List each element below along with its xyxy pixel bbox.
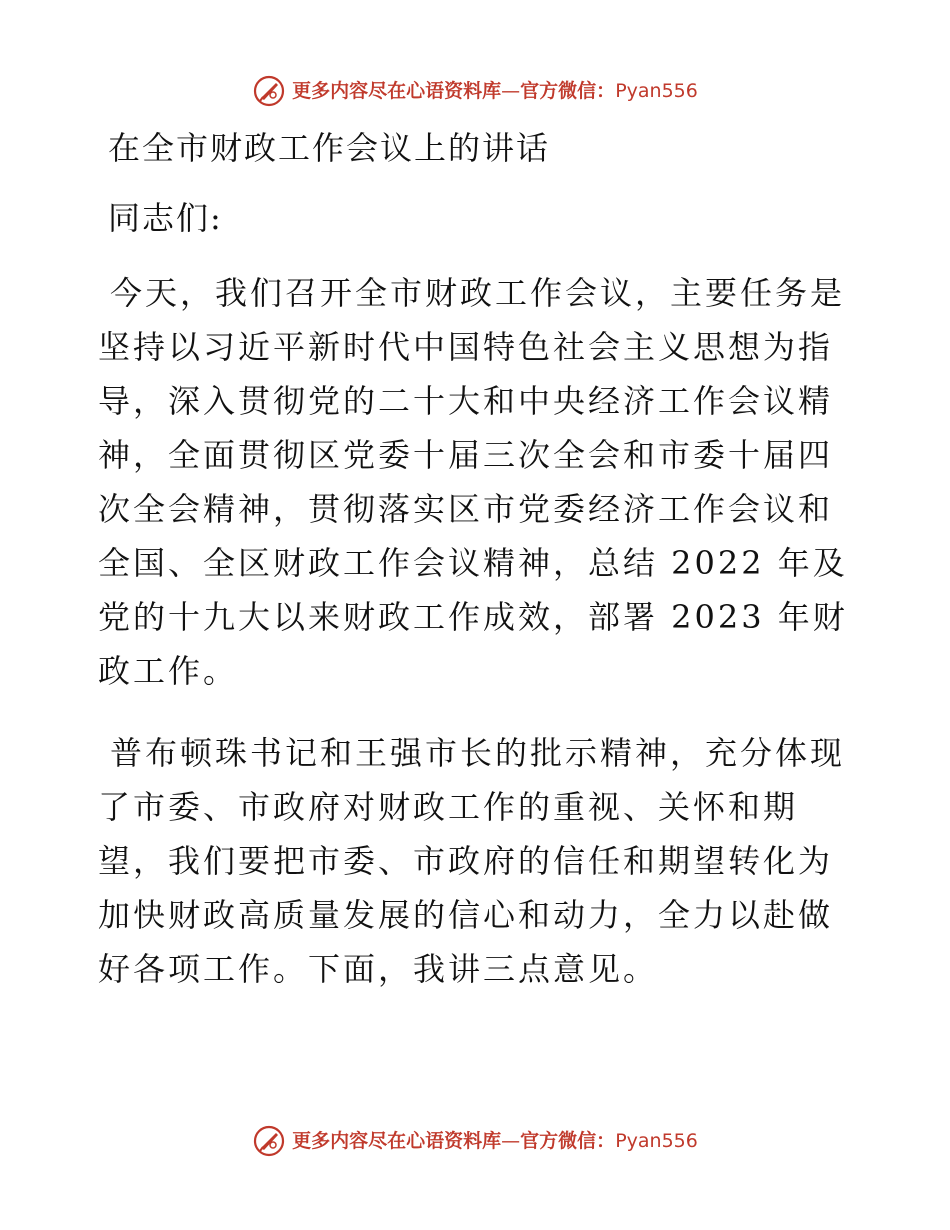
watermark-text bbox=[292, 79, 698, 102]
paragraph: 普布顿珠书记和王强市长的批示精神，充分体现了市委、市政府对财政工作的重视、关怀和期望，我们要把市委、市政府的信任和期望转化为加快财政高质量发展的信心和动力，全力以赴做好各项工作。下面，我讲三点意见。 bbox=[98, 734, 846, 988]
watermark-main: 更多内容尽在心语资料库 bbox=[292, 1129, 502, 1152]
watermark-account: Pyan556 bbox=[615, 1129, 698, 1152]
watermark-main: 更多内容尽在心语资料库 bbox=[292, 79, 502, 102]
watermark-dash: — bbox=[501, 1129, 521, 1152]
document-title: 在全市财政工作会议上的讲话 bbox=[108, 129, 551, 167]
watermark-dash: — bbox=[501, 79, 521, 102]
quill-logo-icon bbox=[252, 74, 286, 108]
watermark-account: Pyan556 bbox=[615, 79, 698, 102]
document-body bbox=[98, 122, 858, 996]
quill-logo-icon bbox=[252, 1124, 286, 1158]
salutation: 同志们: bbox=[108, 199, 223, 237]
footer-watermark bbox=[0, 1124, 950, 1158]
watermark-text bbox=[292, 1129, 698, 1152]
watermark-official: 官方微信： bbox=[520, 79, 616, 102]
header-watermark bbox=[0, 74, 950, 108]
paragraph: 今天，我们召开全市财政工作会议，主要任务是坚持以习近平新时代中国特色社会主义思想为指导，深入贯彻党的二十大和中央经济工作会议精神，全面贯彻区党委十届三次全会和市委十届四次全会精神，贯彻落实区市党委经济工作会议和全国、全区财政工作会议精神，总结 2022 年及党的十九大以来财政工作成效，部署 2023 年财政工作。 bbox=[98, 274, 848, 690]
watermark-official: 官方微信： bbox=[520, 1129, 616, 1152]
